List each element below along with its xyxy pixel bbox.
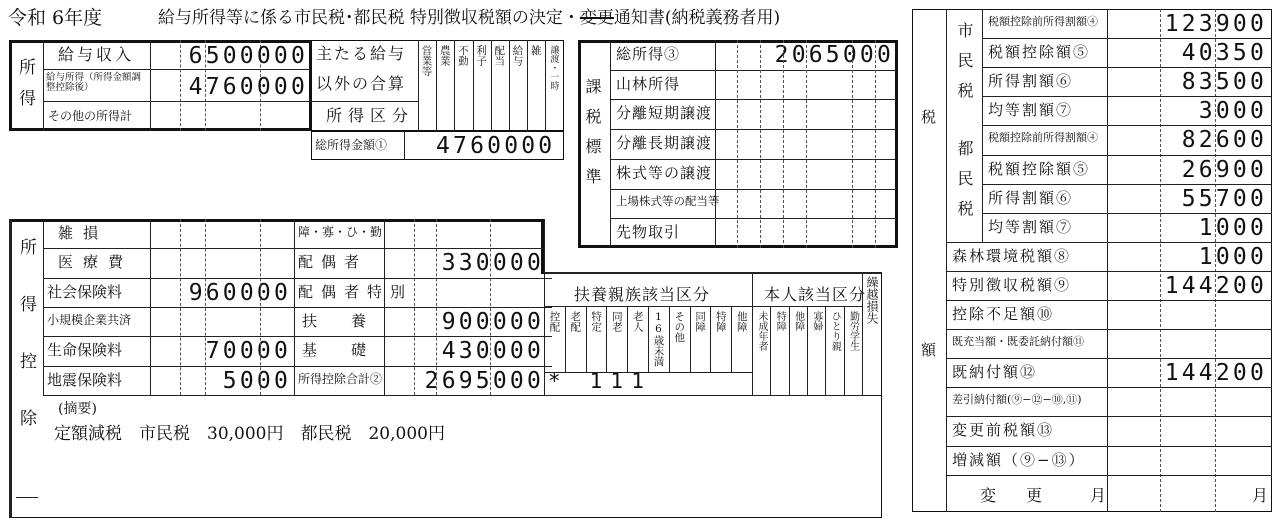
- dependent-col-label: 同障: [694, 311, 707, 332]
- tax-row-value: 144200: [1164, 360, 1267, 387]
- tax-row-label: 増減額（⑨−⑬）: [952, 450, 1086, 469]
- tax-row-value: 55700: [1181, 185, 1267, 212]
- self-header: 本人該当区分: [764, 285, 867, 304]
- deduction-right-value: 330000: [441, 250, 544, 277]
- dependent-col-label: 16歳未満: [652, 311, 665, 367]
- change-month-label: 月: [1090, 486, 1107, 505]
- summary-label: (摘要): [58, 401, 97, 417]
- dependent-col-label: 他障: [735, 311, 748, 332]
- tax-row-label: 森林環境税額⑧: [952, 246, 1072, 265]
- deduction-right-label: 基礎: [302, 341, 401, 360]
- tax-base-row-label: 総所得③: [616, 45, 681, 63]
- other-income-label: その他の所得計: [48, 109, 133, 123]
- tax-row-divider: [982, 155, 1272, 156]
- deduction-row-divider: [43, 307, 552, 308]
- tax-row-divider: [982, 67, 1272, 68]
- deduction-col-divider: [150, 219, 151, 395]
- deduction-col-divider: [544, 219, 545, 395]
- tax-row-label: 税額控除額⑤: [988, 43, 1091, 62]
- tax-base-section-label: 課税標準: [583, 78, 602, 198]
- tax-base-col-divider: [852, 40, 853, 248]
- dependent-col-divider: [648, 306, 649, 372]
- salary-income-value: 4760000: [188, 74, 308, 100]
- tax-base-row-label: 上場株式等の配当等: [616, 193, 720, 208]
- tax-row-divider: [982, 38, 1272, 39]
- tax-base-col-divider: [875, 40, 876, 248]
- tax-row-divider: [982, 213, 1272, 214]
- salary-label: 給与収入: [58, 45, 135, 64]
- class-col-divider: [473, 40, 474, 131]
- deduction-right-value: 900000: [441, 308, 544, 335]
- income-class-col: 農業: [438, 45, 451, 66]
- tax-row-label: 均等割額⑦: [988, 101, 1074, 120]
- tax-base-row-divider: [610, 159, 896, 160]
- income-class-col: 給与: [511, 45, 524, 66]
- deduction-right-label: 扶養: [302, 311, 401, 330]
- dependent-col-divider: [731, 306, 732, 372]
- tax-base-row-label: 株式等の譲渡: [616, 163, 713, 182]
- tax-row-label: 所得割額⑥: [988, 188, 1074, 207]
- tax-row-divider: [946, 416, 1272, 417]
- page-title: [158, 10, 780, 27]
- tax-base-label-divider: [715, 40, 716, 248]
- self-col-label: ひとり親: [829, 311, 841, 351]
- deduction-col-dashed: [180, 219, 181, 395]
- salary-income-label: 給与所得（所得金額調整控除後）: [46, 72, 142, 94]
- tax-row-value: 3000: [1198, 98, 1267, 125]
- change-label: 変更: [980, 486, 1073, 505]
- dependent-col-divider: [627, 306, 628, 372]
- era-year: 令和 6年度: [8, 7, 103, 29]
- dependent-col-value: 1: [631, 369, 644, 393]
- deduction-left-value: 960000: [188, 279, 291, 306]
- deduction-right-label: 所得控除合計②: [298, 371, 383, 386]
- self-col-label: 寡婦: [810, 311, 822, 331]
- deduction-right-label: 配偶者: [298, 253, 368, 272]
- self-col-divider: [807, 306, 808, 395]
- dependent-col-label: 特障: [714, 311, 727, 332]
- tax-row-divider: [946, 446, 1272, 447]
- deduction-left-value: 5000: [222, 367, 291, 394]
- tax-row-value: 144200: [1164, 272, 1267, 299]
- deduction-right-label: 障・寡・ひ・勤: [298, 225, 383, 239]
- income-class-col: 営業等: [420, 45, 433, 77]
- deduction-col-dashed: [414, 219, 415, 395]
- metro-tax-label: 都民税: [955, 140, 974, 230]
- deduction-right-label: 配偶者特別: [298, 282, 414, 301]
- deduction-left-label: 生命保険料: [47, 341, 123, 360]
- tax-base-row-label: 分離短期譲渡: [616, 104, 713, 123]
- salary-value: 6500000: [188, 43, 308, 69]
- deduction-left-label: 地震保険料: [47, 370, 123, 389]
- tax-base-row-label: 分離長期譲渡: [616, 134, 713, 153]
- self-col-label: 勤労学生: [847, 311, 859, 351]
- dependent-col-label: 同老: [610, 311, 623, 332]
- page-title-main: 給与所得等に係る市民税･都民税 特別徴収税額の決定・: [158, 8, 580, 28]
- class-col-divider: [436, 40, 437, 131]
- tax-base-row-label: 先物取引: [616, 223, 681, 242]
- tax-row-label: 特別徴収税額⑨: [952, 275, 1072, 294]
- tax-row-label: 税額控除前所得割額④: [988, 131, 1098, 145]
- income-class-col: 利子: [475, 45, 488, 66]
- class-col-divider: [545, 40, 546, 131]
- tax-base-col-divider: [760, 40, 761, 248]
- tax-row-divider: [982, 96, 1272, 97]
- tax-row-label: 既充当額・既委託納付額⑪: [952, 335, 1084, 349]
- tax-row-divider: [946, 387, 1272, 388]
- dependent-col-value: 1: [610, 369, 624, 393]
- tax-row-value: 40350: [1181, 40, 1267, 67]
- dependent-col-divider: [669, 306, 670, 372]
- tax-base-col-divider: [783, 40, 784, 248]
- tax-row-value: 83500: [1181, 69, 1267, 96]
- change-month-label-2: 月: [1252, 486, 1269, 505]
- income-class-col: 譲渡・一時: [548, 45, 559, 90]
- deduction-col-dashed: [260, 219, 261, 395]
- tax-row-label: 既納付額⑫: [952, 363, 1038, 382]
- class-col-divider: [509, 40, 510, 131]
- self-col-divider: [770, 306, 771, 395]
- dependent-col-divider: [710, 306, 711, 372]
- tax-row-value: 123900: [1164, 11, 1267, 37]
- tax-row-label: 変更前税額⑬: [952, 421, 1055, 440]
- total-income-label: 総所得金額①: [315, 138, 388, 152]
- tax-base-col-divider: [806, 40, 807, 248]
- tax-row-label: 税額控除額⑤: [988, 159, 1091, 178]
- income-class-col: 雑: [529, 45, 542, 56]
- class-label-3: 所得区分: [326, 106, 415, 125]
- tax-row-divider: [946, 358, 1272, 359]
- tax-base-row-value: 2065000: [774, 42, 894, 68]
- deduction-col-dashed: [205, 219, 206, 395]
- deduction-row-divider: [43, 336, 552, 337]
- deduction-left-label: 社会保険料: [47, 282, 123, 301]
- tax-row-divider: [946, 242, 1272, 243]
- dependent-col-label: 老人: [631, 311, 644, 332]
- dependent-col-label: 控配: [548, 311, 561, 332]
- tax-row-divider: [982, 184, 1272, 185]
- carry-loss-header: 繰越損失: [865, 276, 879, 324]
- deduction-section-label: 所得控除: [16, 238, 36, 466]
- deduction-left-label: 小規模企業共済: [47, 312, 132, 327]
- deduction-right-value: 430000: [441, 338, 544, 365]
- summary-text: 定額減税 市民税 30,000円 都民税 20,000円: [54, 424, 445, 444]
- deduction-col-dashed: [490, 219, 491, 395]
- dependent-col-divider: [690, 306, 691, 372]
- income-class-col: 配当: [493, 45, 506, 66]
- tax-row-divider: [946, 300, 1272, 301]
- deduction-row-divider: [43, 366, 552, 367]
- tax-row-value: 1000: [1198, 243, 1267, 270]
- class-col-divider: [491, 40, 492, 131]
- self-col-divider: [844, 306, 845, 395]
- dependent-col-label: その他: [673, 311, 686, 343]
- city-tax-label: 市民税: [955, 22, 974, 112]
- income-section-label: 所得: [15, 58, 35, 120]
- tax-row-divider: [946, 475, 1272, 476]
- tax-row-value: 82600: [1181, 127, 1267, 154]
- deduction-col-divider: [294, 219, 295, 395]
- deduction-left-label: 医療費: [58, 253, 134, 272]
- self-col-label: 他障: [792, 311, 804, 331]
- class-col-divider: [454, 40, 455, 131]
- tax-section-label-1: 税: [921, 108, 937, 126]
- deduction-left-value: 70000: [205, 338, 291, 365]
- dependent-col-value: 1: [589, 369, 603, 393]
- tax-row-label: 税額控除前所得割額④: [988, 15, 1098, 28]
- page-title-tail: 通知書(納税義務者用): [613, 8, 781, 28]
- deduction-right-value: 2695000: [424, 367, 544, 394]
- income-class-col: 不動: [456, 45, 469, 66]
- tax-base-row-divider: [610, 99, 896, 100]
- tax-row-divider: [982, 125, 1272, 126]
- self-col-divider: [825, 306, 826, 395]
- page-title-struck: 変更: [579, 8, 614, 28]
- tax-base-row-divider: [610, 70, 896, 71]
- deduction-col-divider: [384, 219, 385, 395]
- dependent-value-divider: [544, 372, 752, 373]
- tax-base-col-divider: [737, 40, 738, 248]
- dependent-col-label: 老配: [569, 311, 582, 332]
- tax-row-value: 1000: [1198, 214, 1267, 241]
- tax-base-row-divider: [610, 218, 896, 219]
- tax-base-row-label: 山林所得: [616, 74, 681, 93]
- dependents-header: 扶養親族該当区分: [574, 285, 711, 304]
- deduction-row-divider: [43, 278, 552, 279]
- class-label-1: 主たる給与: [316, 44, 407, 63]
- tax-row-label: 差引納付額(⑨−⑫−⑩,⑪): [952, 393, 1082, 407]
- self-col-divider: [789, 306, 790, 395]
- tax-row-label: 所得割額⑥: [988, 72, 1074, 91]
- dependent-col-value: *: [548, 369, 561, 393]
- deduction-left-label: 雑損: [58, 224, 109, 242]
- tax-row-divider: [946, 329, 1272, 330]
- dependent-col-label: 特定: [590, 311, 603, 332]
- dependent-col-divider: [586, 306, 587, 372]
- dependent-col-divider: [606, 306, 607, 372]
- tax-base-row-divider: [610, 129, 896, 130]
- tax-section-label-2: 額: [921, 341, 937, 359]
- tax-base-row-divider: [610, 189, 896, 190]
- class-col-divider: [527, 40, 528, 131]
- tax-row-value: 26900: [1181, 156, 1267, 183]
- tax-row-label: 均等割額⑦: [988, 217, 1074, 236]
- tax-row-divider: [946, 271, 1272, 272]
- deduction-col-dashed: [436, 219, 437, 395]
- dependent-col-divider: [565, 306, 566, 372]
- total-income-value: 4760000: [436, 133, 556, 159]
- class-label-2: 以外の合算: [316, 74, 407, 93]
- self-col-label: 特障: [774, 311, 786, 331]
- tax-row-label: 控除不足額⑩: [952, 305, 1055, 323]
- self-col-label: 未成年者: [756, 311, 767, 351]
